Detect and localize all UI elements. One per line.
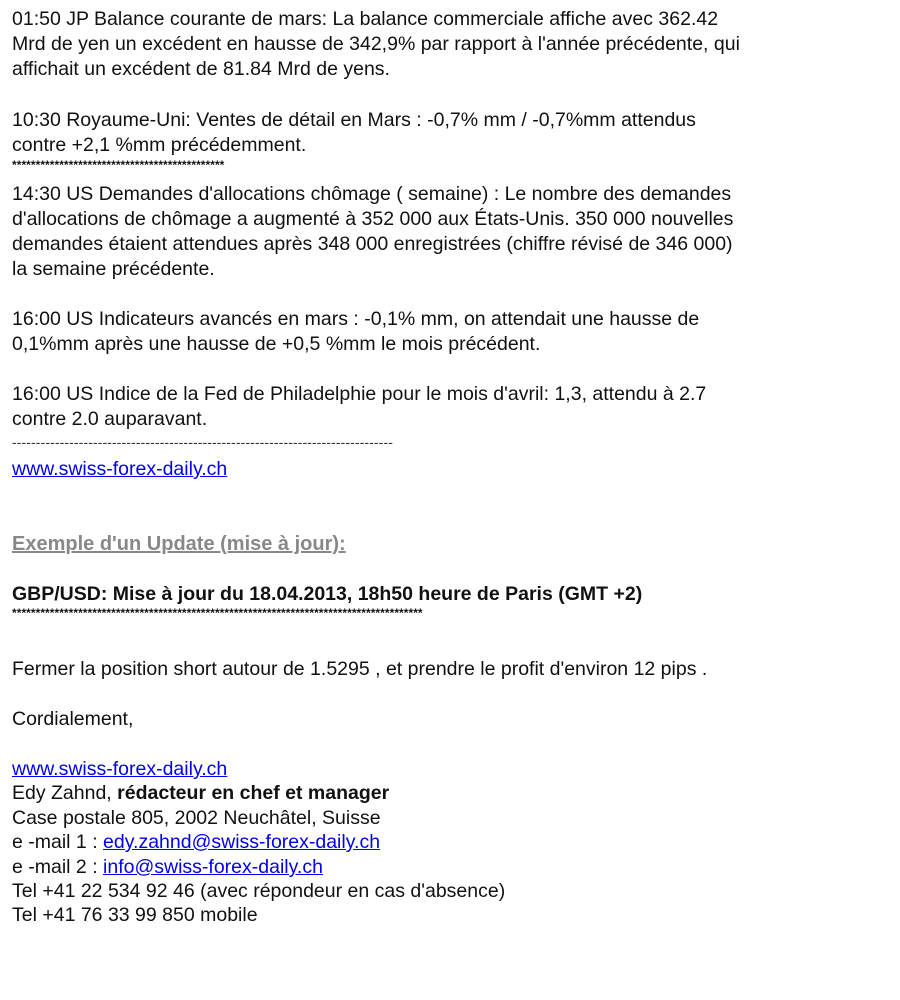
signature-email2-line <box>12 855 323 880</box>
signature-address: Case postale 805, 2002 Neuchâtel, Suisse <box>12 807 381 829</box>
email2-label: e -mail 2 : <box>12 856 104 878</box>
signature-email1-line <box>12 830 380 855</box>
calendar-line: 16:00 US Indice de la Fed de Philadelphie pour le mois d'avril: 1,3, attendu à 2.7 <box>12 383 707 405</box>
calendar-line: contre 2.0 auparavant. <box>12 408 208 430</box>
update-title: GBP/USD: Mise à jour du 18.04.2013, 18h50 heure de Paris (GMT +2) <box>12 583 643 605</box>
signature-name: Edy Zahnd, <box>12 782 118 804</box>
update-body: Fermer la position short autour de 1.5295 , et prendre le profit d'environ 12 pips . <box>12 658 708 680</box>
calendar-line: 16:00 US Indicateurs avancés en mars : -0,1% mm, on attendait une hausse de <box>12 308 700 330</box>
asterisk-separator: *************************************************************************************** <box>12 606 423 620</box>
update-example-heading: Exemple d'un Update (mise à jour): <box>12 533 346 555</box>
email1-link[interactable]: edy.zahnd@swiss-forex-daily.ch <box>103 831 381 853</box>
signature-role: rédacteur en chef et manager <box>117 782 390 804</box>
website-link[interactable]: www.swiss-forex-daily.ch <box>12 458 228 480</box>
calendar-line: demandes étaient attendues après 348 000 enregistrées (chiffre révisé de 346 000) <box>12 233 733 255</box>
calendar-line: d'allocations de chômage a augmenté à 352 000 aux États-Unis. 350 000 nouvelles <box>12 208 734 230</box>
email1-label: e -mail 1 : <box>12 831 104 853</box>
calendar-line: 0,1%mm après une hausse de +0,5 %mm le mois précédent. <box>12 333 541 355</box>
calendar-line: la semaine précédente. <box>12 258 215 280</box>
email2-link[interactable]: info@swiss-forex-daily.ch <box>103 856 323 878</box>
calendar-line: contre +2,1 %mm précédemment. <box>12 134 307 156</box>
signature-tel2: Tel +41 76 33 99 850 mobile <box>12 904 258 926</box>
calendar-line: 01:50 JP Balance courante de mars: La balance commerciale affiche avec 362.42 <box>12 8 719 30</box>
asterisk-separator: ********************************************* <box>12 158 225 172</box>
calendar-line: affichait un excédent de 81.84 Mrd de yens. <box>12 58 390 80</box>
signature-name-line <box>12 781 389 806</box>
dash-separator: -------------------------------------------------------------------------------- <box>12 434 393 450</box>
signature-tel1: Tel +41 22 534 92 46 (avec répondeur en cas d'absence) <box>12 880 506 902</box>
calendar-line: 10:30 Royaume-Uni: Ventes de détail en Mars : -0,7% mm / -0,7%mm attendus <box>12 109 696 131</box>
calendar-line: 14:30 US Demandes d'allocations chômage ( semaine) : Le nombre des demandes <box>12 183 732 205</box>
calendar-line: Mrd de yen un excédent en hausse de 342,9% par rapport à l'année précédente, qui <box>12 33 740 55</box>
signature-website-link[interactable]: www.swiss-forex-daily.ch <box>12 758 228 780</box>
closing: Cordialement, <box>12 708 134 730</box>
